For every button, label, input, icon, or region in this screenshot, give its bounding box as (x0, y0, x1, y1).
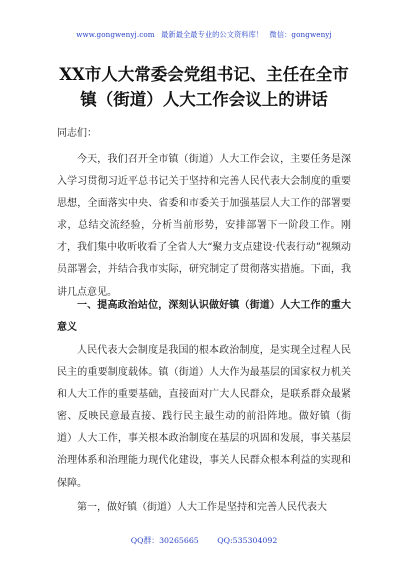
qq-number: QQ:535304092 (217, 536, 278, 545)
paragraph-body: 人民代表大会制度是我国的根本政治制度，是实现全过程人民民主的重要制度载体。镇（街道）人大作为最基层的国家权力机关和人大工作的重要基础，直接面对广大人民群众，是联系群众最紧密、反映民意最直接、践行民主最生动的前沿阵地。做好镇（街道）人大工作，事关根本政治制度在基层的巩固和发展，事关基层治理体系和治理能力现代化建设，事关人民群众根本利益的实现和保障。 (57, 345, 351, 489)
footer-contacts (0, 535, 408, 546)
paragraph-intro: 今天，我们召开全市镇（街道）人大工作会议，主要任务是深入学习贯彻习近平总书记关于坚持和完善人民代表大会制度的重要思想，全面落实中央、省委和市委关于加强基层人大工作的部署要求，总结交流经验，分析当前形势，安排部署下一阶段工作。刚才，我们集中收听收看了全省人大“聚力支点建设·代表行动”视频动员部署会，并结合我市实际，研究制定了贯彻落实措施。下面，我讲几点意见。 (57, 154, 351, 298)
paragraph-point-one: 第一，做好镇（街道）人大工作是坚持和完善人民代表大 (77, 502, 327, 513)
salutation: 同志们： (57, 128, 97, 139)
wechat-id: 微信：gongwenyj (269, 30, 332, 39)
website-link[interactable]: www.gongwenyj.com (76, 30, 155, 39)
section-heading-1: 一、提高政治站位，深刻认识做好镇（街道）人大工作的重大意义 (57, 300, 351, 333)
header-slogan: 最新最全最专业的公文资料库！ (161, 30, 264, 39)
header-links (0, 30, 408, 40)
qq-group: QQ群：30265665 (130, 536, 199, 545)
document-title: XX市人大常委会党组书记、主任在全市镇（街道）人大工作会议上的讲话 (59, 65, 349, 109)
